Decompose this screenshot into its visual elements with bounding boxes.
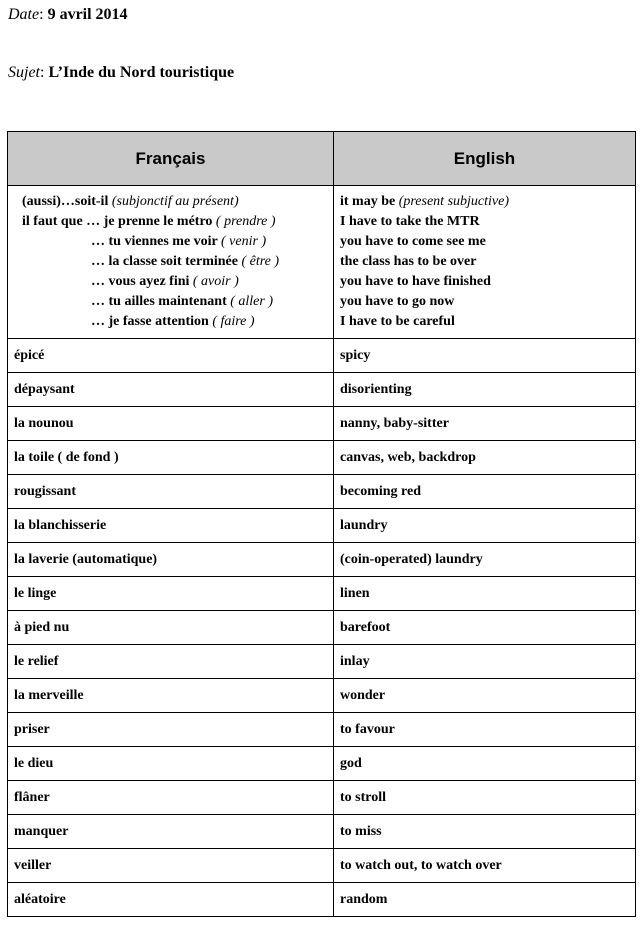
line-text: … la classe soit terminée: [91, 254, 242, 269]
french-cell: le relief: [8, 645, 334, 679]
date-value: 9 avril 2014: [47, 6, 128, 23]
french-cell: manquer: [8, 815, 334, 849]
table-row: [8, 441, 636, 475]
text-line: [14, 212, 333, 232]
french-cell: à pied nu: [8, 611, 334, 645]
line-text: I have to be careful: [340, 314, 455, 329]
subject-line: Sujet: L’Inde du Nord touristique: [8, 64, 235, 81]
french-cell: la merveille: [8, 679, 334, 713]
table-row: [8, 849, 636, 883]
english-cell: nanny, baby-sitter: [334, 407, 636, 441]
table-row: [8, 713, 636, 747]
line-hint: (present subjuctive): [398, 194, 509, 209]
line-text: you have to go now: [340, 294, 455, 309]
table-row: [8, 373, 636, 407]
line-hint: ( prendre ): [215, 214, 276, 229]
table-row: [8, 509, 636, 543]
table-row: [8, 883, 636, 917]
text-line: [340, 272, 635, 292]
french-cell: la toile ( de fond ): [8, 441, 334, 475]
french-cell: le linge: [8, 577, 334, 611]
table-row: [8, 815, 636, 849]
line-text: I have to take the MTR: [340, 214, 480, 229]
subject-value: L’Inde du Nord touristique: [48, 64, 235, 81]
table-row: [8, 543, 636, 577]
table-header-row: [8, 132, 636, 186]
french-cell: la laverie (automatique): [8, 543, 334, 577]
table-row: [8, 747, 636, 781]
column-header-french: Français: [8, 132, 334, 186]
text-line: [340, 192, 635, 212]
line-text: il faut que … je prenne le métro: [22, 214, 216, 229]
table-row: [8, 475, 636, 509]
line-hint: (subjonctif au présent): [111, 194, 239, 209]
english-cell: to favour: [334, 713, 636, 747]
text-line: [14, 292, 333, 312]
french-cell: veiller: [8, 849, 334, 883]
french-cell: épicé: [8, 339, 334, 373]
english-cell: disorienting: [334, 373, 636, 407]
line-hint: ( venir ): [221, 234, 267, 249]
line-hint: ( avoir ): [192, 274, 239, 289]
table-row-subjunctive: [8, 186, 636, 339]
table-row: [8, 339, 636, 373]
line-hint: ( aller ): [230, 294, 273, 309]
line-text: you have to have finished: [340, 274, 491, 289]
line-text: … tu ailles maintenant: [91, 294, 231, 309]
text-line: [14, 192, 333, 212]
english-cell: to watch out, to watch over: [334, 849, 636, 883]
english-cell: inlay: [334, 645, 636, 679]
table-row: [8, 645, 636, 679]
french-cell: la blanchisserie: [8, 509, 334, 543]
date-label: Date: [8, 6, 40, 23]
french-cell: flâner: [8, 781, 334, 815]
text-line: [14, 232, 333, 252]
line-text: (aussi)…soit-il: [22, 194, 112, 209]
english-cell: god: [334, 747, 636, 781]
english-cell: canvas, web, backdrop: [334, 441, 636, 475]
vocabulary-table: [7, 131, 636, 917]
text-line: [340, 292, 635, 312]
table-row: [8, 679, 636, 713]
french-cell: le dieu: [8, 747, 334, 781]
text-line: [340, 232, 635, 252]
english-cell: to stroll: [334, 781, 636, 815]
line-text: you have to come see me: [340, 234, 486, 249]
english-cell: laundry: [334, 509, 636, 543]
text-line: [14, 252, 333, 272]
line-text: it may be: [340, 194, 399, 209]
french-cell: la nounou: [8, 407, 334, 441]
line-text: … je fasse attention: [91, 314, 213, 329]
english-cell: (coin-operated) laundry: [334, 543, 636, 577]
table-row: [8, 781, 636, 815]
line-text: … vous ayez fini: [91, 274, 193, 289]
line-text: the class has to be over: [340, 254, 477, 269]
french-cell: priser: [8, 713, 334, 747]
english-cell: wonder: [334, 679, 636, 713]
table-row: [8, 611, 636, 645]
text-line: [340, 312, 635, 332]
french-cell: rougissant: [8, 475, 334, 509]
english-cell: barefoot: [334, 611, 636, 645]
english-cell: [334, 186, 636, 339]
text-line: [14, 312, 333, 332]
date-line: Date: 9 avril 2014: [8, 6, 128, 23]
line-text: … tu viennes me voir: [91, 234, 222, 249]
english-cell: random: [334, 883, 636, 917]
english-cell: linen: [334, 577, 636, 611]
line-hint: ( être ): [241, 254, 280, 269]
table-row: [8, 407, 636, 441]
french-cell: [8, 186, 334, 339]
table-row: [8, 577, 636, 611]
text-line: [340, 212, 635, 232]
text-line: [340, 252, 635, 272]
english-cell: becoming red: [334, 475, 636, 509]
french-cell: dépaysant: [8, 373, 334, 407]
line-hint: ( faire ): [212, 314, 255, 329]
english-cell: to miss: [334, 815, 636, 849]
column-header-english: English: [334, 132, 636, 186]
text-line: [14, 272, 333, 292]
subject-label: Sujet: [8, 64, 40, 81]
french-cell: aléatoire: [8, 883, 334, 917]
english-cell: spicy: [334, 339, 636, 373]
